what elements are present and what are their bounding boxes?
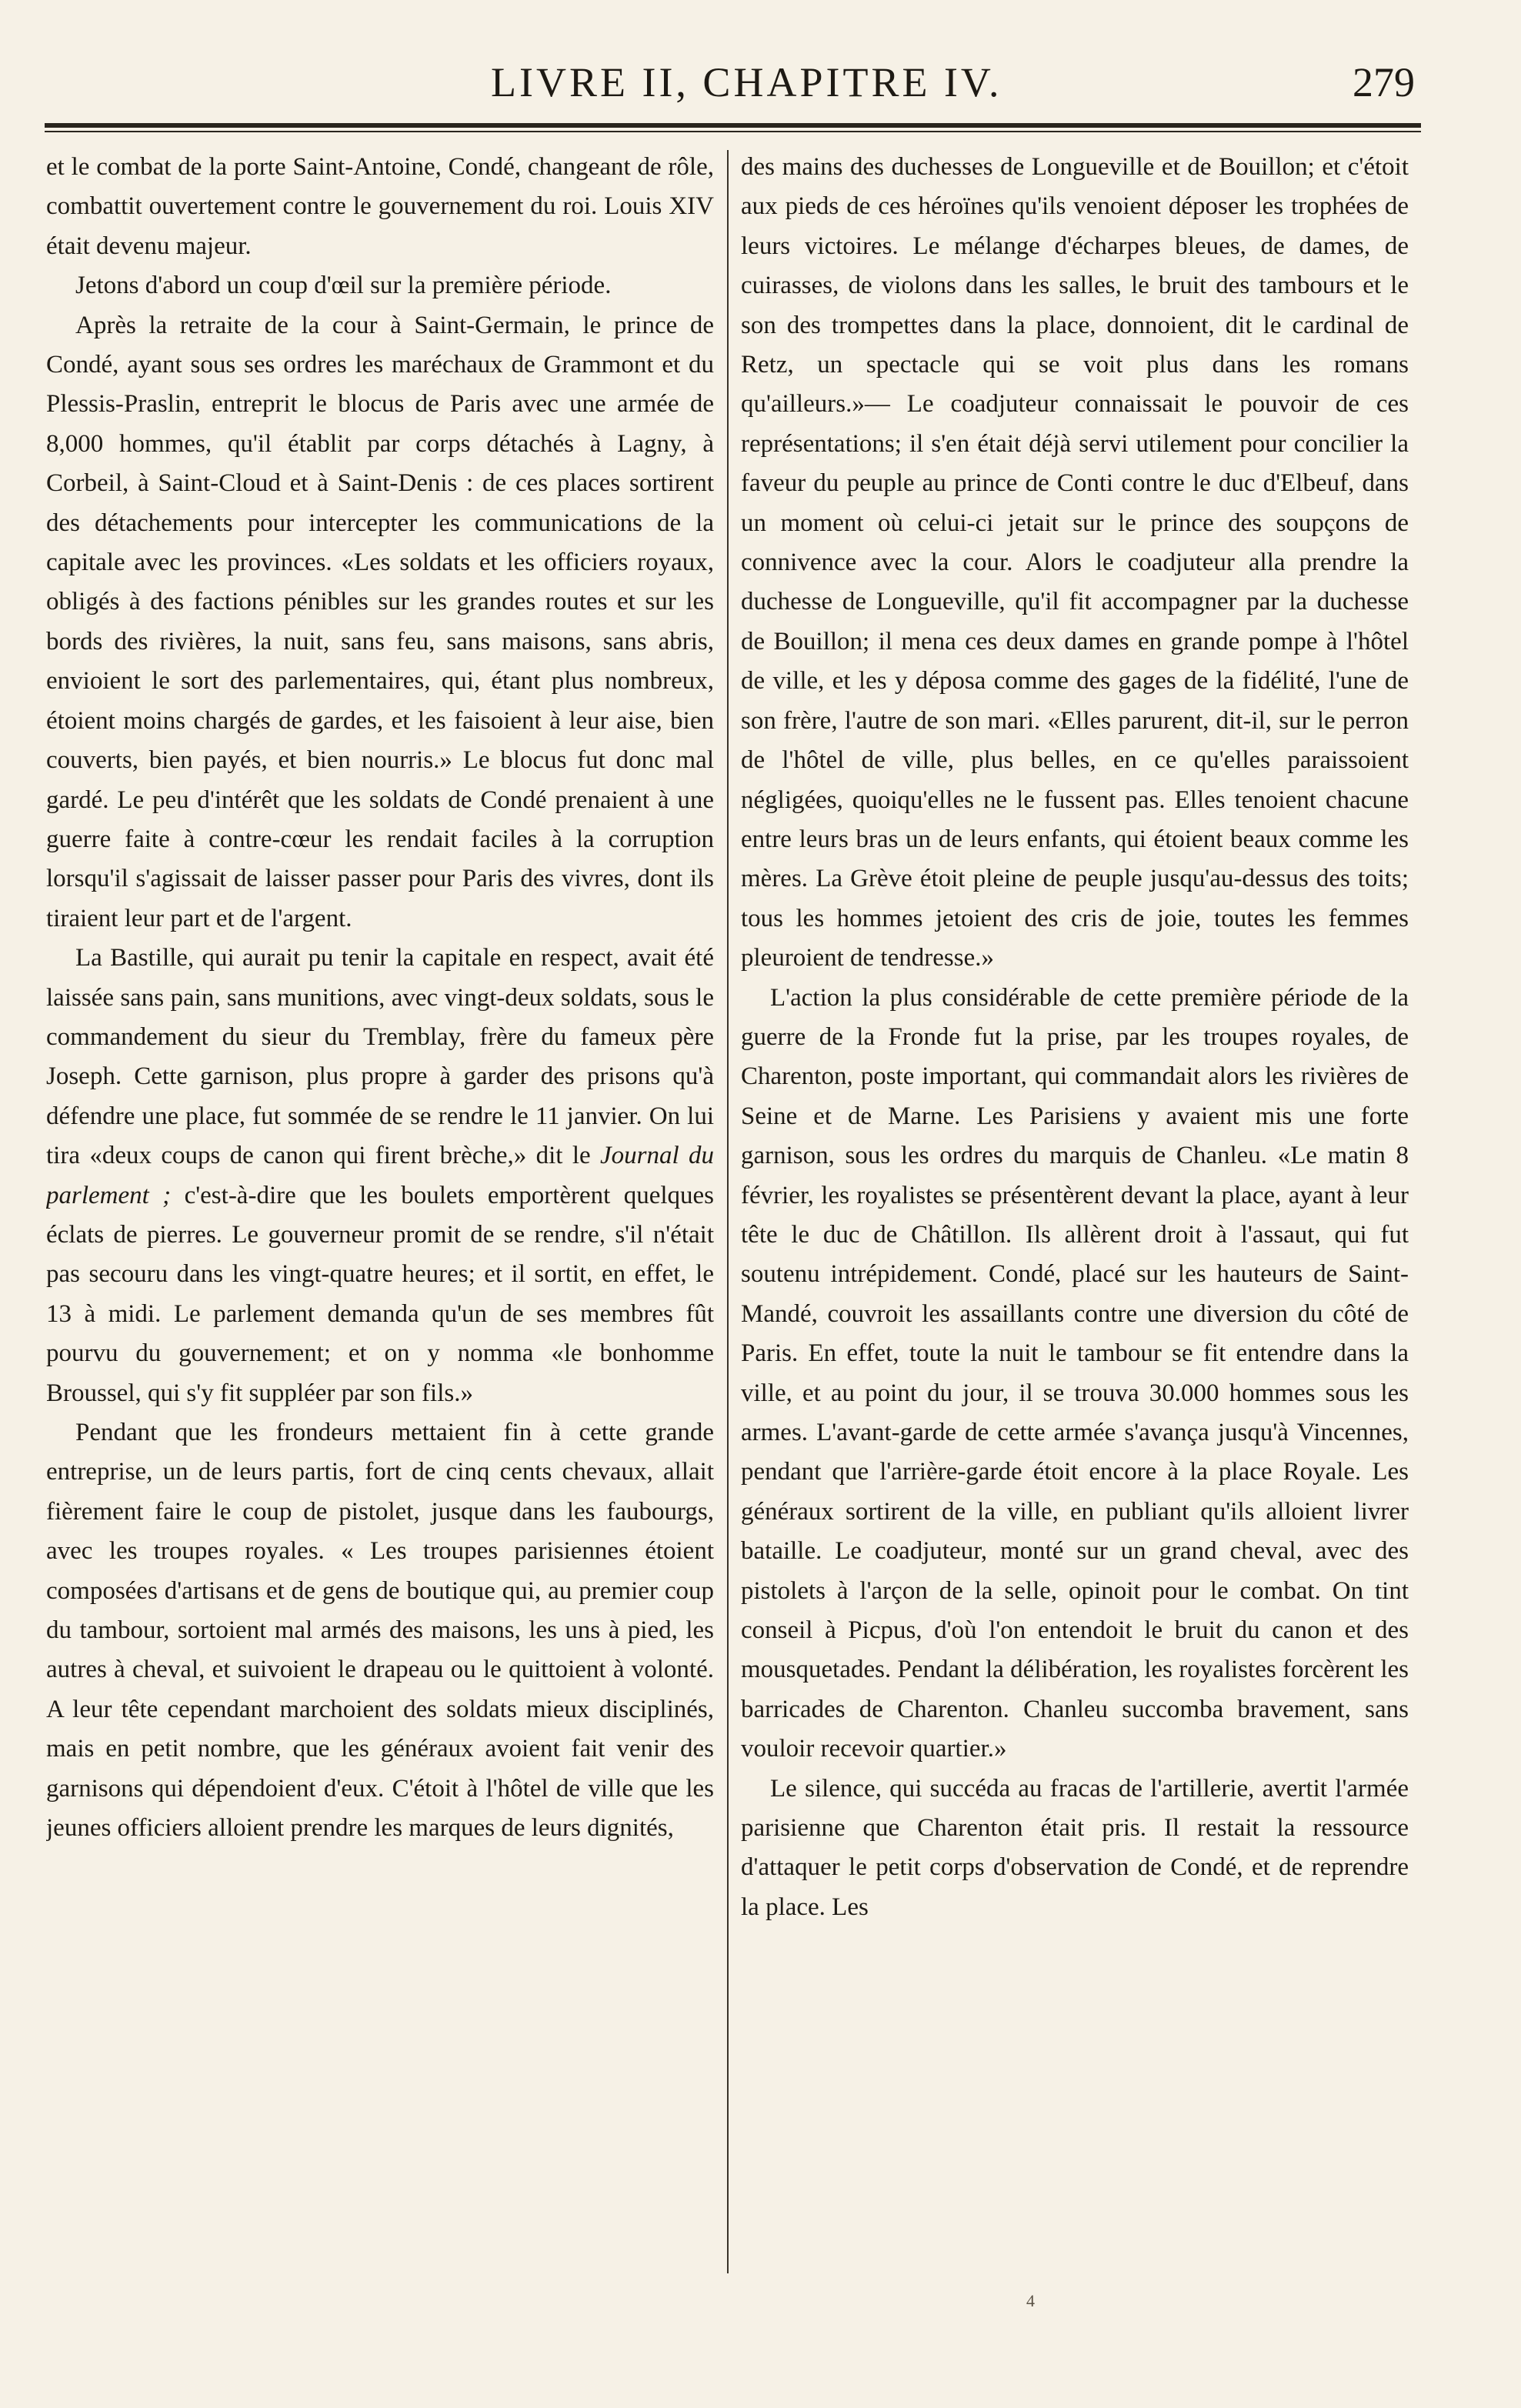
header-rule-thick xyxy=(45,123,1421,128)
column-divider xyxy=(727,150,729,2273)
page-number: 279 xyxy=(1353,59,1415,105)
left-column xyxy=(46,148,714,2271)
paragraph: Jetons d'abord un coup d'œil sur la première période. xyxy=(75,272,612,300)
page-header xyxy=(45,48,1421,117)
running-head: LIVRE II, CHAPITRE IV. xyxy=(491,59,1002,105)
text-run: c'est-à-dire que les boulets emportèrent quelques éclats de pierres. Le gouverneur promit de se rendre, s'il n'était pas secouru dans les vingt-quatre heures; et il sortit, en effet, le 13 à midi. Le parlement demanda qu'un de ses membres fût pourvu du gouvernement; et on y nomma «le bonhomme Broussel, qui s'y fit suppléer par son fils.» xyxy=(46,1181,714,1407)
signature-mark: 4 xyxy=(1026,2291,1035,2310)
header-rule-thin xyxy=(45,131,1421,132)
paragraph xyxy=(46,939,714,1413)
right-column xyxy=(741,148,1409,2271)
italic-title: Journal du parlement ; xyxy=(46,1142,714,1209)
paragraph: Après la retraite de la cour à Saint-Germain, le prince de Condé, ayant sous ses ordres les maréchaux de Grammont et du Plessis-Praslin, entreprit le blocus de Paris avec une armée de 8,000 hommes, qu'il établit par corps détachés à Lagny, à Corbeil, à Saint-Cloud et à Saint-Denis : de ces places sortirent des détachements pour intercepter les communications de la capitale avec les provinces. «Les soldats et les officiers royaux, obligés à des factions pénibles sur les grandes routes et sur les bords des rivières, la nuit, sans feu, sans maisons, sans abris, envioient le sort des parlementaires, qui, étant plus nombreux, étoient moins chargés de gardes, et les faisoient à leur aise, bien couverts, bien payés, et bien nourris.» Le blocus fut donc mal gardé. Le peu d'intérêt que les soldats de Condé prenaient à une guerre faite à contre-cœur les rendait faciles à la corruption lorsqu'il s'agissait de laisser passer pour Paris des vivres, dont ils tiraient leur part et de l'argent. xyxy=(46,311,714,932)
paragraph: des mains des duchesses de Longueville et de Bouillon; et c'étoit aux pieds de ces héroïnes qu'ils venoient déposer les trophées de leurs victoires. Le mélange d'écharpes bleues, de dames, de cuirasses, de violons dans les salles, le bruit des tambours et le son des trompettes dans la place, donnoient, dit le cardinal de Retz, un spectacle qui se voit plus dans les romans qu'ailleurs.»— Le coadjuteur connaissait le pouvoir de ces représentations; il s'en était déjà servi utilement pour concilier la faveur du peuple au prince de Conti contre le duc d'Elbeuf, dans un moment où celui-ci jetait sur le prince des soupçons de connivence avec la cour. Alors le coadjuteur alla prendre la duchesse de Longueville, qu'il fit accompagner par la duchesse de Bouillon; il mena ces deux dames en grande pompe à l'hôtel de ville, et les y déposa comme des gages de la fidélité, l'une de son frère, l'autre de son mari. «Elles parurent, dit-il, sur le perron de l'hôtel de ville, plus belles, en ce qu'elles paraissoient négligées, quoiqu'elles ne le fussent pas. Elles tenoient chacune entre leurs bras un de leurs enfants, qui étoient beaux comme les mères. La Grève étoit pleine de peuple jusqu'au-dessus des toits; tous les hommes jetoient des cris de joie, toutes les femmes pleuroient de tendresse.» xyxy=(741,153,1409,972)
text-run: La Bastille, qui aurait pu tenir la capitale en respect, avait été laissée sans pain, sans munitions, avec vingt-deux soldats, sous le commandement du sieur du Tremblay, frère du fameux père Joseph. Cette garnison, plus propre à garder des prisons qu'à défendre une place, fut sommée de se rendre le 11 janvier. On lui tira «deux coups de canon qui firent brèche,» dit le xyxy=(46,944,714,1170)
paragraph: et le combat de la porte Saint-Antoine, Condé, changeant de rôle, combattit ouvertement contre le gouvernement du roi. Louis XIV était devenu majeur. xyxy=(46,153,714,260)
paragraph: Pendant que les frondeurs mettaient fin à cette grande entreprise, un de leurs partis, fort de cinq cents chevaux, allait fièrement faire le coup de pistolet, jusque dans les faubourgs, avec les troupes royales. « Les troupes parisiennes étoient composées d'artisans et de gens de boutique qui, au premier coup du tambour, sortoient mal armés des maisons, les uns à pied, les autres à cheval, et suivoient le drapeau ou le quittoient à volonté. A leur tête cependant marchoient des soldats mieux disciplinés, mais en petit nombre, que les généraux avoient fait venir des garnisons qui dépendoient d'eux. C'étoit à l'hôtel de ville que les jeunes officiers alloient prendre les marques de leurs dignités, xyxy=(46,1419,714,1843)
paragraph: L'action la plus considérable de cette première période de la guerre de la Fronde fut la prise, par les troupes royales, de Charenton, poste important, qui commandait alors les rivières de Seine et de Marne. Les Parisiens y avaient mis une forte garnison, sous les ordres du marquis de Chanleu. «Le matin 8 février, les royalistes se présentèrent devant la place, ayant à leur tête le duc de Châtillon. Ils allèrent droit à l'assaut, qui fut soutenu intrépidement. Condé, placé sur les hauteurs de Saint-Mandé, couvroit les assaillants contre une diversion du côté de Paris. En effet, toute la nuit le tambour se fit entendre dans la ville, et au point du jour, il se trouva 30.000 hommes sous les armes. L'avant-garde de cette armée s'avança jusqu'à Vincennes, pendant que l'arrière-garde étoit encore à la place Royale. Les généraux sortirent de la ville, en publiant qu'ils alloient livrer bataille. Le coadjuteur, monté sur un grand cheval, avec des pistolets à l'arçon de la selle, opinoit pour le combat. On tint conseil à Picpus, d'où l'on entendoit le bruit du canon et des mousquetades. Pendant la délibération, les royalistes forcèrent les barricades de Charenton. Chanleu succomba bravement, sans vouloir recevoir quartier.» xyxy=(741,983,1409,1763)
paragraph: Le silence, qui succéda au fracas de l'artillerie, avertit l'armée parisienne que Charenton était pris. Il restait la ressource d'attaquer le petit corps d'observation de Condé, et de reprendre la place. Les xyxy=(741,1774,1409,1921)
